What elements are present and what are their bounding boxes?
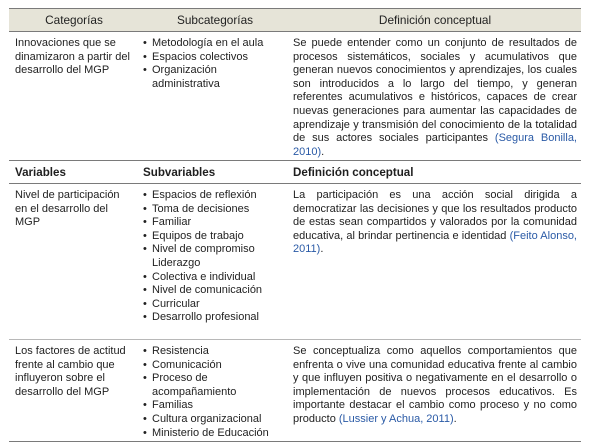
row-label: Nivel de participación en el desarrollo del MGP: [15, 189, 120, 229]
definition-end: .: [321, 145, 325, 158]
list-item: • Nivel de comunicación: [143, 284, 287, 298]
header-variables: Variables: [15, 165, 66, 179]
table-header-variables: [9, 160, 581, 184]
citation-link[interactable]: (Lussier y Achua, 2011): [338, 412, 454, 425]
table-row-participacion: [9, 184, 581, 339]
list-item: • Comunicación: [143, 359, 287, 373]
list-item: • Espacios colectivos: [143, 51, 287, 65]
header-categorias: Categorías: [45, 13, 103, 27]
row-label: Innovaciones que se dinamizaron a partir del desarrollo del MGP: [15, 37, 130, 77]
header-subvariables: Subvariables: [143, 165, 216, 179]
list-item: • Ministerio de Educación: [143, 427, 287, 441]
list-item: • Equipos de trabajo: [143, 230, 287, 244]
row-subitems: [137, 189, 291, 339]
list-item: • Cultura organizacional: [143, 413, 287, 427]
list-item: • Desarrollo profesional: [143, 311, 287, 325]
list-item: • Proceso de acompañamiento: [143, 372, 287, 399]
list-item: • Colectiva e individual: [143, 271, 287, 285]
header-definicion-2: Definición conceptual: [293, 165, 414, 179]
list-item: • Familiar: [143, 216, 287, 230]
row-definition: [291, 345, 581, 441]
row-label: Los factores de actitud frente al cambio que influyeron sobre el desarrollo del MGP: [15, 345, 126, 398]
list-item: • Nivel de compromiso Liderazgo: [143, 243, 287, 270]
definition-text: Se conceptualiza como aquellos comportamientos que enfrenta o vive una comunidad educativa frente al cambio y que influyen positiva o negativamente en el desarrollo o implementación de nuevos procesos educativos. Es importante destacar el cambio como proceso y no como producto: [293, 345, 577, 425]
definition-text: Se puede entender como un conjunto de resultados de procesos sistemáticos, sociales y acumulativos que generan nuevos conocimientos y aprendizajes, los cuales son introducidos a lo largo del tiempo, y generan referentes acumulativos e históricos, capaces de crear nuevas generaciones para aumentar las capacidades de aprendizaje y transmisión del conocimiento de la totalidad de sus actores sociales participantes: [293, 37, 577, 145]
row-definition: [291, 37, 581, 160]
list-item: • Familias: [143, 399, 287, 413]
concept-table: [9, 8, 581, 442]
citation-link[interactable]: (Feito Alonso, 2011): [293, 229, 577, 256]
list-item: • Organización administrativa: [143, 64, 287, 91]
list-item: • Espacios de reflexión: [143, 189, 287, 203]
row-definition: [291, 189, 581, 339]
definition-text: La participación es una acción social dirigida a democratizar las decisiones y que los resultados producto de estas sean compartidos y valorados por la comunidad educativa, al brindar pertinencia e identidad: [293, 189, 577, 242]
table-header-categories: [9, 8, 581, 32]
list-item: • Curricular: [143, 298, 287, 312]
row-subitems: [137, 345, 291, 441]
definition-end: .: [453, 412, 457, 425]
list-item: • Metodología en el aula: [143, 37, 287, 51]
row-subitems: [137, 37, 291, 160]
citation-link[interactable]: (Segura Bonilla, 2010): [293, 132, 577, 158]
header-definicion: Definición conceptual: [378, 13, 492, 27]
list-item: • Toma de decisiones: [143, 203, 287, 217]
list-item: • Resistencia: [143, 345, 287, 359]
table-row-innovaciones: [9, 32, 581, 160]
definition-end: .: [320, 243, 324, 256]
table-row-actitud: [9, 339, 581, 442]
header-subcategorias: Subcategorías: [176, 13, 254, 27]
